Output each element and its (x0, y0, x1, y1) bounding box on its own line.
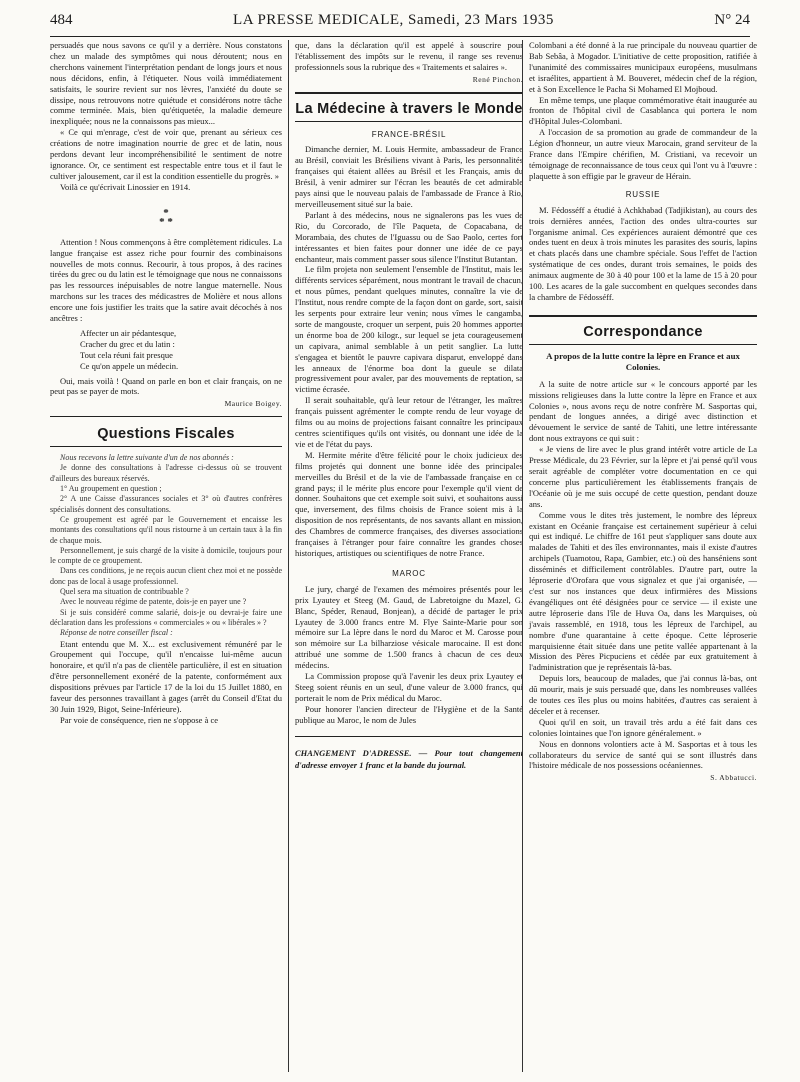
paragraph: persuadés que nous savons ce qu'il y a derrière. Nous constatons chez un malade des symptômes qui nous déroutent; nous en cherchons vainement l'interprétation pendant de longs jours et nous nous décidons, enfin, à l'étiqueter. Nous voilà immédiatement satisfaits, le sourire revient sur nos lèvres, l'anxiété du doute se dissipe, nous retrouvons notre quiétude et considérons notre tâche comme terminée. Mais, bien qu'étiquetée, la maladie demeure inexpliquée; nous ne la connaissons pas mieux... (50, 40, 282, 127)
paragraph: Si je suis considéré comme salarié, dois-je ou devrai-je faire une déclaration dans les professions « commerciales » ou « libérales » ? (50, 607, 282, 627)
paragraph: Il serait souhaitable, qu'à leur retour de l'étranger, les maîtres français puissent agrémenter le compte rendu de leur voyage de films ou au moins de projections faisant connaître les principaux centres scientifiques qu'ils ont visités, ou donnant une idée de la vie et de l'état du pays. (295, 395, 523, 449)
paragraph: Nous en donnons volontiers acte à M. Sasportas et à tous les collaborateurs du service de santé qui se sont illustrés dans l'histoire médicale de nos possessions océaniennes. (529, 738, 757, 771)
address-change-notice: CHANGEMENT D'ADRESSE. — Pour tout changement d'adresse envoyer 1 franc et la bande du journal. (295, 747, 523, 771)
paragraph: M. Fédosséff a étudié à Achkhabad (Tadjikistan), au cours des trois dernières années, l'action des ondes ultra-courtes sur l'organisme animal. Ces expériences auraient démontré que ces ondes tuent en deux à trois minutes les parasites des souris, lapins et chats placés dans une chambre spéciale. Sous l'effet de l'action systématique de ces ondes, durant trois semaines, le poids des animaux augmente de 30 à 40 pour 100 et la lame de 15 à 20 pour 100. Les acares de la gale succombent en quelques secondes dans la chambre de Fédosséff. (529, 204, 757, 302)
signature: S. Abbatucci. (710, 773, 757, 783)
paragraph: Voilà ce qu'écrivait Linossier en 1914. (60, 181, 191, 192)
page-number: 484 (50, 12, 73, 28)
divider (529, 344, 757, 345)
issue-number: N° 24 (714, 12, 750, 28)
paragraph: Personnellement, je suis chargé de la visite à domicile, toujours pour le compte de ce groupement. (50, 545, 282, 566)
paragraph: « Je viens de lire avec le plus grand intérêt votre article de La Presse Médicale, du 23 Février, sur la lèpre et j'ai pensé qu'il vous serait agréable de compléter votre documentation en ce qui concerne plus particulièrement les établissements français de l'Océanie où je me suis occupé de cette question, pendant douze ans. (529, 444, 757, 509)
paragraph: En même temps, une plaque commémorative était inaugurée au fronton de l'hôpital civil de Casablanca qui portera le nom d'Hôpital Jules-Colombani. (529, 94, 757, 127)
divider (529, 315, 757, 317)
column-3 (522, 40, 757, 1072)
section-title: La Médecine à travers le Monde (295, 100, 523, 117)
paragraph: Dimanche dernier, M. Louis Hermite, ambassadeur de France au Brésil, conviait les Brésiliens vivant à Paris, les personnalités françaises qui étaient allées au Brésil et les Français, amis du Brésil, à venir admirer sur l'écran les beautés de cet admirable pays ainsi que le nouveau palais de l'ambassade de France à Rio, merveilleusement situé sur la baie. (295, 144, 523, 209)
paragraph: Pour honorer l'ancien directeur de l'Hygiène et de la Santé publique au Maroc, le nom de Jules (295, 703, 523, 725)
paragraph: M. Hermite mérite d'être félicité pour le choix judicieux des films projetés qui donnent une bonne idée des principales merveilles du Brésil et de la vie de l'ambassade française en ce grand pays; il le mérite plus encore pour l'exemple qu'il vient de donner. Souhaitons que cet exemple soit suivi, et souhaitons aussi que, inversement, des films choisis de France soient mis à la disposition de nos représentants, de nos savants allant en mission, des Chambres de commerce françaises, des diverses associations françaises à l'étranger pour faire connaître les grandes choses historiques, artistiques ou scientifiques de notre France. (295, 449, 523, 558)
paragraph: Nous recevons la lettre suivante d'un de nos abonnés : (60, 453, 234, 463)
paragraph: Oui, mais voilà ! Quand on parle en bon et clair français, on ne peut pas se payer de mots. (50, 375, 282, 397)
column-1 (50, 40, 282, 1072)
paragraph: Quel sera ma situation de contribuable ? (60, 587, 189, 597)
signature: René Pinchon. (472, 74, 523, 84)
paragraph: Réponse de notre conseiller fiscal : (60, 628, 173, 638)
paragraph: Depuis lors, beaucoup de malades, que j'ai connus là-bas, ont dû mourir, mais je suis persuadé que, dans les nombreuses vallées de toutes ces îles plus ou moins habitées, d'autres cas seraient à déceler et à recenser. (529, 673, 757, 716)
paragraph: Colombani a été donné à la rue principale du nouveau quartier de Bab Sebâa, à Mogador. L'initiative de cette proposition, ratifiée à l'unanimité des commissaires municipaux européens, musulmans et israélites, appartient à M. Bouveret, médecin chef de la région, et à Son Excellence le Pacha Si Mohamed El Mojboud. (529, 40, 757, 94)
paragraph: Attention ! Nous commençons à être complètement ridicules. La langue française est assez riche pour fournir des combinaisons nouvelles de mots connus. Recourir, à tous propos, à des racines tirées du grec ou du latin est le témoignage que nous ne connaissons pas les ressources inépuisables de notre langue maternelle. Nous marchons sur les traces des médicastres de Molière et nous allons encore une fois justifier les traits que la satire avait décochés à nos ancêtres : (50, 236, 282, 324)
verse-line: Tout cela réuni fait presque (80, 349, 173, 360)
section-separator: * * * (159, 206, 173, 228)
section-title: Questions Fiscales (97, 426, 235, 443)
paragraph: Comme vous le dites très justement, le nombre des lépreux existant en Océanie française est certainement supérieur à celui qui est indiqué. Le chiffre de 161 peut s'appliquer sans doute aux malades de Tahiti et des îles environnantes, mais il existe d'autres archipels (Tuamotou, Rapa, Gambier, etc.) où des hanséniens sont disséminés et difficilement contrôlables. D'autre part, outre la léproserie d'Orofara que vous signalez et que j'ai organisée, — c'est sur nos instances que deux infirmières des Missions évangéliques ont été désignées pour ce service — il existe une autre léproserie dans l'île de Huva Oa, dans les Marquises, où j'avais rassemblé, en 1918, tous les lépreux de l'archipel, au nombre d'une quarantaine à cette époque. Cette léproserie marquisienne était située dans une petite vallée appartenant à la Mission des Pères Picpuciens et cédée par eux gratuitement à l'administration que je représentais là-bas. (529, 509, 757, 673)
paragraph: que, dans la déclaration qu'il est appelé à souscrire pour l'établissement des impôts sur le revenu, il range ses revenus professionnels sous la rubrique des « Traitements et salaires ». (295, 40, 523, 72)
subsection-title: RUSSIE (625, 189, 661, 199)
page-header (50, 12, 750, 37)
journal-title: LA PRESSE MEDICALE, Samedi, 23 Mars 1935 (233, 12, 554, 28)
paragraph: Ce groupement est agréé par le Gouvernement et encaisse les montants des consultations qu'il nous ristourne à un certain taux à la fin de chaque mois. (50, 514, 282, 545)
divider (295, 121, 523, 122)
section-title: Correspondance (583, 323, 703, 340)
paragraph: La Commission propose qu'à l'avenir les deux prix Lyautey et Steeg soient réunis en un seul, d'une valeur de 3.000 francs, qui porterait le nom de Prix médical du Maroc. (295, 671, 523, 703)
paragraph: 1° Au groupement en question ; (60, 484, 162, 494)
paragraph: Quoi qu'il en soit, un travail très ardu a été fait dans ces colonies lointaines que l'on ignore généralement. » (529, 716, 757, 738)
paragraph: Le jury, chargé de l'examen des mémoires présentés pour les prix Lyautey et Steeg (M. Gaud, de Labretoigne du Mazel, G. Blanc, Spéder, Renaud, Bonjean), a décidé de partager le prix Lyautey de 3.000 francs entre M. Flye Sainte-Marie pour son mémoire sur La lèpre dans le nord du Maroc et M. Carosse pour son mémoire sur La bilharziose vésicale marocaine. Il est donc attribué une somme de 1.500 francs à chacun de ces deux médecins. (295, 583, 523, 671)
paragraph: Parlant à des médecins, nous ne signalerons pas les vues de Rio, du Corcorado, de l'île Paqueta, de Copacabana, de Morambaia, des chutes de l'Iguassu ou de Sao Paolo, certes fort intéressantes et bien faites pour donner une idée de ce pays enchanteur, mais comment passer sous silence l'Institut Butantan. (295, 209, 523, 264)
paragraph: 2° A une Caisse d'assurances sociales et 3° où d'autres confrères spécialisés donnent des consultations. (50, 494, 282, 514)
divider (50, 446, 282, 447)
divider (295, 736, 523, 737)
divider (295, 92, 523, 94)
paragraph: « Ce qui m'enrage, c'est de voir que, prenant au sérieux ces créations de notre imagination nourrie de grec et de latin, nous perdons devant leur incompréhensibilité le sentiment de notre ignorance. Or, ce sentiment est respectable entre tous et il faut le cultiver jalousement, car il est la condition essentielle du progrès. » (50, 127, 282, 181)
verse-line: Cracher du grec et du latin : (80, 338, 175, 349)
paragraph: A l'occasion de sa promotion au grade de commandeur de la Légion d'honneur, un autre vieux Marocain, grand serviteur de la France dans l'Empire chérifien, M. Cristiani, va recevoir un témoignage de reconnaissance de tous ceux qui l'ont vu à l'œuvre : plaquette à son effigie par le graveur de Hérain. (529, 127, 757, 181)
article-title: A propos de la lutte contre la lèpre en France et aux Colonies. (546, 350, 740, 372)
signature: Maurice Boigey. (224, 399, 282, 409)
subsection-title: MAROC (392, 568, 426, 578)
paragraph: A la suite de notre article sur « le concours apporté par les missions religieuses dans la lutte contre la lèpre en France et aux Colonies », nous avons reçu de notre confrère M. Sasportas qui, pendant de longues années, a dirigé avec distinction et dévouement le service de santé de Tahiti, une lettre intéressante dont nous extrayons ce qui suit : (529, 378, 757, 444)
column-2 (288, 40, 523, 1072)
paragraph: Dans ces conditions, je ne reçois aucun client chez moi et ne possède donc pas de local à usage professionnel. (50, 566, 282, 586)
verse (80, 328, 282, 372)
paragraph: Avec le nouveau régime de patente, dois-je en payer une ? (60, 597, 247, 607)
paragraph: Je donne des consultations à l'adresse ci-dessus où se trouvent d'ailleurs des bureaux réservés. (50, 463, 282, 483)
verse-line: Affecter un air pédantesque, (80, 327, 177, 338)
paragraph: Par voie de conséquence, rien ne s'oppose à ce (60, 714, 219, 725)
subsection-title: FRANCE-BRÉSIL (371, 129, 447, 139)
verse-line: Ce qu'on appele un médecin. (80, 360, 179, 371)
paragraph: Etant entendu que M. X... est exclusivement rémunéré par le Groupement qui l'occupe, qu'il n'encaisse lui-même aucun honoraire, et qu'il n'a pas de clientèle particulière, il est en situation d'être personnellement exonéré de la patente, conformément aux dispositions prévues par l'article 17 de la loi du 15 Juillet 1880, en faveur des personnes travaillant à gages (arrêt du Conseil d'Etat du 30 Juin 1929, Bigot, Seine-Inférieure). (50, 638, 282, 714)
divider (50, 416, 282, 417)
paragraph: Le film projeta non seulement l'ensemble de l'Institut, mais les différents services séparément, nous montrant le travail de chacun, et nous pûmes, pendant quelques minutes, connaître la vie de l'Institut, nous rendre compte de la façon dont on garde, sort, saisit les serpents pour extraire leur venin; nous vîmes le cangamba, sorte de mangouste, croquer un serpent, puis 20 hommes apporter un énorme boa de 200 kilogr., sur lequel se jeta courageusement un capivara, animal semblable à un petit sanglier. La lutte s'engagea et bientôt le pauvre capivara disparut, enveloppé dans les anneaux de l'énorme boa dont la gueule se dilata progressivement pour avaler, par des mouvements de reptation, sa victime écrasée. (295, 264, 523, 395)
